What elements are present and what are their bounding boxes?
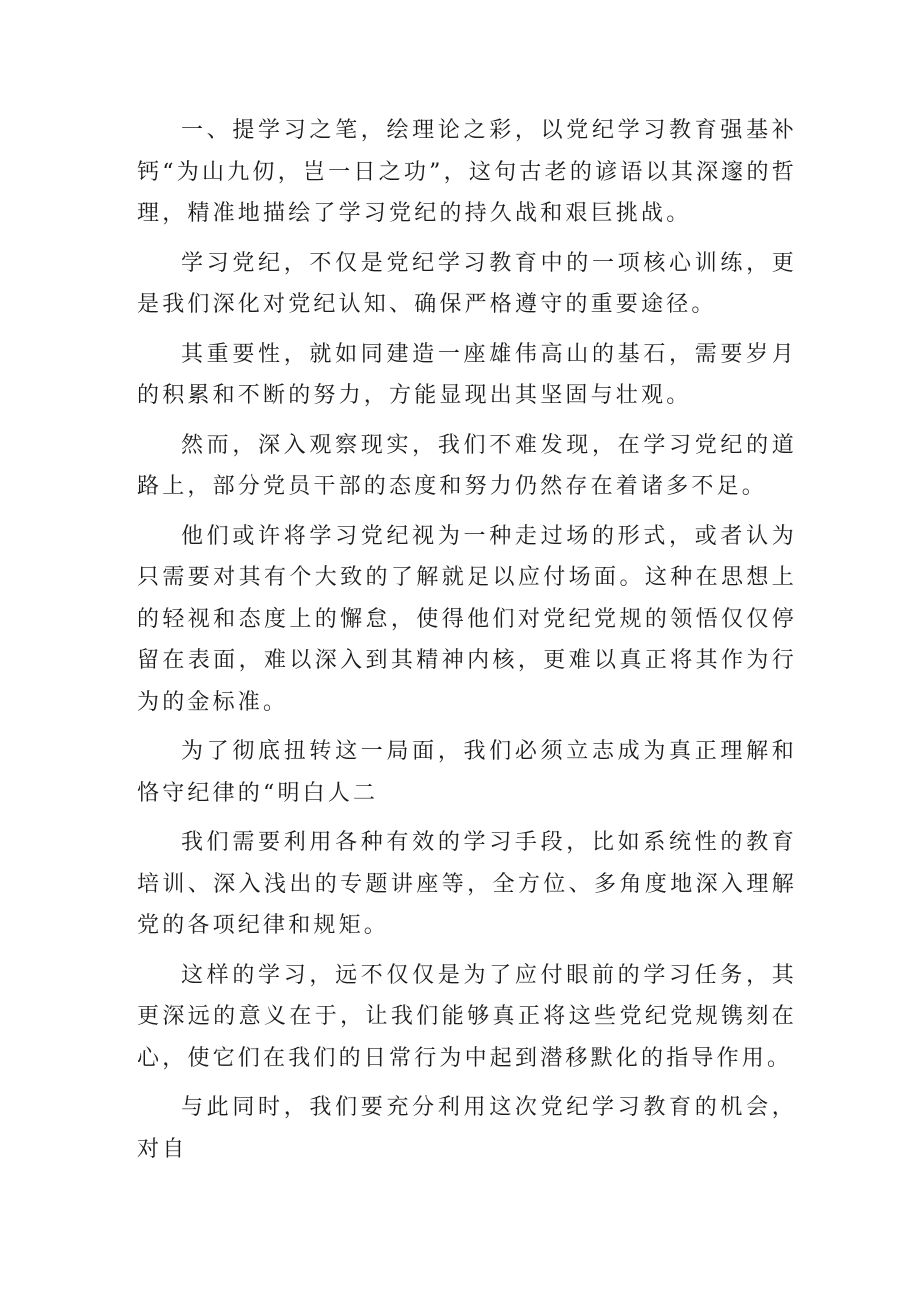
paragraph: 这样的学习，远不仅仅是为了应付眼前的学习任务，其更深远的意义在于，让我们能够真正将这些党纪党规镌刻在心，使它们在我们的日常行为中起到潜移默化的指导作用。 <box>137 962 797 1071</box>
paragraph: 其重要性，就如同建造一座雄伟高山的基石，需要岁月的积累和不断的努力，方能显现出其坚固与壮观。 <box>137 341 797 408</box>
paragraph: 然而，深入观察现实，我们不难发现，在学习党纪的道路上，部分党员干部的态度和努力仍然存在着诸多不足。 <box>137 432 797 499</box>
paragraph: 他们或许将学习党纪视为一种走过场的形式，或者认为只需要对其有个大致的了解就足以应付场面。这种在思想上的轻视和态度上的懈怠，使得他们对党纪党规的领悟仅仅停留在表面，难以深入到其精神内核，更难以真正将其作为行为的金标准。 <box>137 523 797 715</box>
paragraph: 与此同时，我们要充分利用这次党纪学习教育的机会，对自 <box>137 1095 797 1162</box>
document-body <box>137 110 797 1178</box>
paragraph: 学习党纪，不仅是党纪学习教育中的一项核心训练，更是我们深化对党纪认知、确保严格遵守的重要途径。 <box>137 250 797 317</box>
paragraph: 我们需要利用各种有效的学习手段，比如系统性的教育培训、深入浅出的专题讲座等，全方位、多角度地深入理解党的各项纪律和规矩。 <box>137 830 797 938</box>
paragraph: 为了彻底扭转这一局面，我们必须立志成为真正理解和恪守纪律的“明白人二 <box>137 739 797 806</box>
paragraph: 一、提学习之笔，绘理论之彩，以党纪学习教育强基补钙“为山九仞，岂一日之功”，这句古老的谚语以其深邃的哲理，精准地描绘了学习党纪的持久战和艰巨挑战。 <box>137 118 797 226</box>
